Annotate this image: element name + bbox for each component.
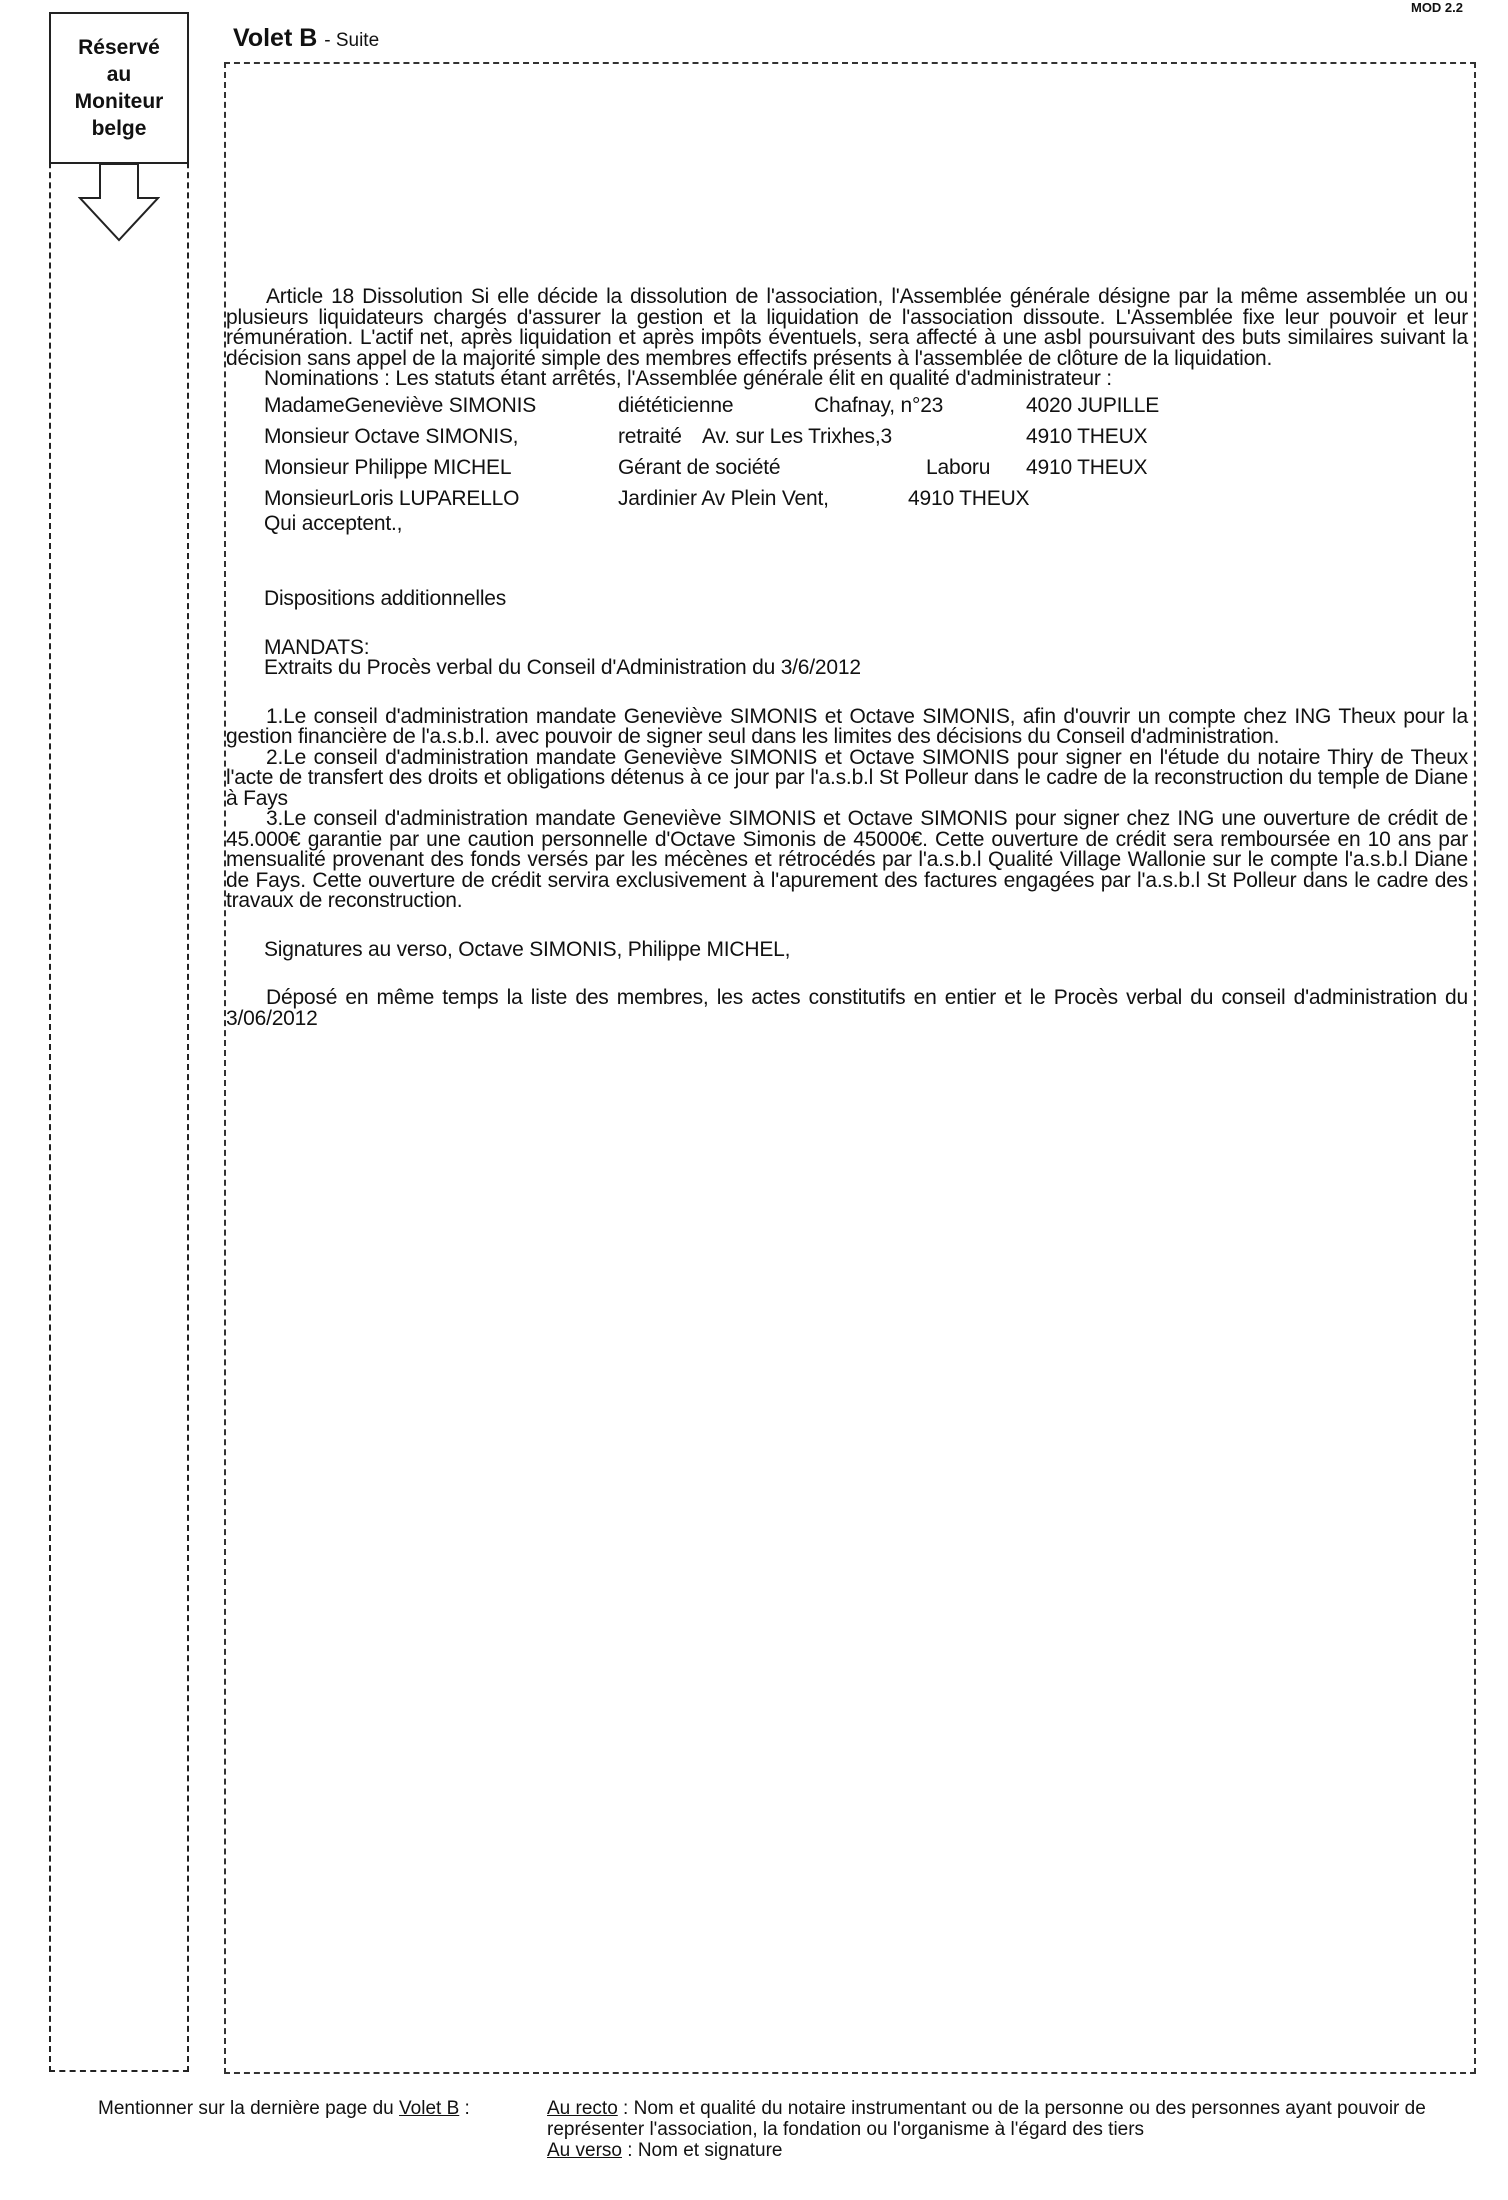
mandats-extract: Extraits du Procès verbal du Conseil d'Administration du 3/6/2012 <box>264 656 861 679</box>
document-body <box>226 287 1468 1029</box>
nomination-row <box>226 421 1468 452</box>
nominee-role: Gérant de société <box>618 455 781 479</box>
footer-mentions <box>547 2098 1467 2161</box>
footer-prefix: Mentionner sur la dernière page du <box>98 2098 400 2119</box>
verso-label: Au verso <box>547 2140 622 2161</box>
verso-text: : Nom et signature <box>621 2140 783 2161</box>
article-18-paragraph: Article 18 Dissolution Si elle décide la dissolution de l'association, l'Assemblée générale désigne par la même assemblée un ou plusieurs liquidateurs chargés d'assurer la gestion et la liquidation de l'association dissoute. L'Assemblée fixe leur pouvoir et leur rémunération. L'actif net, après liquidation et après impôts éventuels, sera affecté à une asbl poursuivant des buts similaires suivant la décision sans appel de la majorité simple des membres effectifs présents à l'assemblée de clôture de la liquidation. <box>226 285 1468 370</box>
nominee-name: Monsieur Octave SIMONIS, <box>264 424 519 448</box>
nominee-address: Chafnay, n°23 <box>814 393 944 417</box>
verso-mention <box>547 2140 1467 2161</box>
nominee-name: MonsieurLoris LUPARELLO <box>264 486 520 510</box>
nominee-name: Monsieur Philippe MICHEL <box>264 455 512 479</box>
nominee-address: Laboru <box>926 455 991 479</box>
mandate-2: 2.Le conseil d'administration mandate Geneviève SIMONIS et Octave SIMONIS pour signer en l'étude du notaire Thiry de Theux l'acte de transfert des droits et obligations détenus à ce jour par l'a.s.b.l St Polleur dans le cadre de la reconstruction du temple de Diane à Fays <box>226 745 1468 810</box>
nominee-city: 4910 THEUX <box>1026 455 1148 479</box>
mandats-heading: MANDATS: <box>264 635 370 659</box>
mandate-3: 3.Le conseil d'administration mandate Geneviève SIMONIS et Octave SIMONIS pour signer chez ING une ouverture de crédit de 45.000€ garantie par une caution personnelle d'Octave Simonis de 45000€. Cette ouverture de crédit sera remboursée en 10 ans par mensualité provenant des fonds versés par les mécènes et rétrocédés par l'a.s.b.l Qualité Village Wallonie sur le compte l'a.s.b.l Diane de Fays. Cette ouverture de crédit servira exclusivement à l'apurement des factures engagées par l'a.s.b.l St Polleur dans le cadre des travaux de reconstruction. <box>226 807 1468 912</box>
volet-suffix: - Suite <box>324 30 380 51</box>
signatures-line: Signatures au verso, Octave SIMONIS, Philippe MICHEL, <box>264 937 791 961</box>
form-code: MOD 2.2 <box>1410 0 1463 15</box>
nominee-city: 4910 THEUX <box>908 486 1030 510</box>
recto-text: : Nom et qualité du notaire instrumentant ou de la personne ou des personnes ayant pouvoir de représenter l'association, la fondation ou l'organisme à l'égard des tiers <box>547 2098 1426 2140</box>
nomination-row <box>226 483 1468 514</box>
nominee-address: Av. sur Les Trixhes,3 <box>702 424 892 448</box>
accept-line: Qui acceptent., <box>264 511 403 535</box>
mandate-1: 1.Le conseil d'administration mandate Geneviève SIMONIS et Octave SIMONIS, afin d'ouvrir un compte chez ING Theux pour la gestion financière de l'a.s.b.l. avec pouvoir de signer seul dans les limites des décisions du Conseil d'administration. <box>226 704 1468 748</box>
volet-b-link: Volet B <box>399 2098 460 2119</box>
nominee-city: 4020 JUPILLE <box>1026 393 1160 417</box>
footer-instruction <box>98 2098 470 2119</box>
dispositions-heading: Dispositions additionnelles <box>264 587 507 610</box>
down-arrow-icon <box>78 164 160 242</box>
nominations-intro: Nominations : Les statuts étant arrêtés, l'Assemblée générale élit en qualité d'administrateur : <box>264 367 1112 390</box>
recto-mention <box>547 2098 1467 2140</box>
footer-suffix: : <box>459 2098 470 2119</box>
nominee-name: MadameGeneviève SIMONIS <box>264 393 537 417</box>
nomination-row <box>226 452 1468 483</box>
reserved-moniteur-box: Réservé au Moniteur belge <box>49 12 189 164</box>
nominee-city: 4910 THEUX <box>1026 424 1148 448</box>
depose-paragraph: Déposé en même temps la liste des membres, les actes constitutifs en entier et le Procès verbal du conseil d'administration du 3/06/2012 <box>226 986 1468 1030</box>
nominee-role: retraité <box>618 424 682 448</box>
nominee-role: diététicienne <box>618 393 734 417</box>
recto-label: Au recto <box>547 2098 618 2119</box>
volet-label: Volet B <box>233 24 318 52</box>
volet-title <box>233 24 379 53</box>
reserved-column <box>49 12 189 2072</box>
nomination-row <box>226 390 1468 421</box>
nominee-role: Jardinier Av Plein Vent, <box>618 486 829 510</box>
